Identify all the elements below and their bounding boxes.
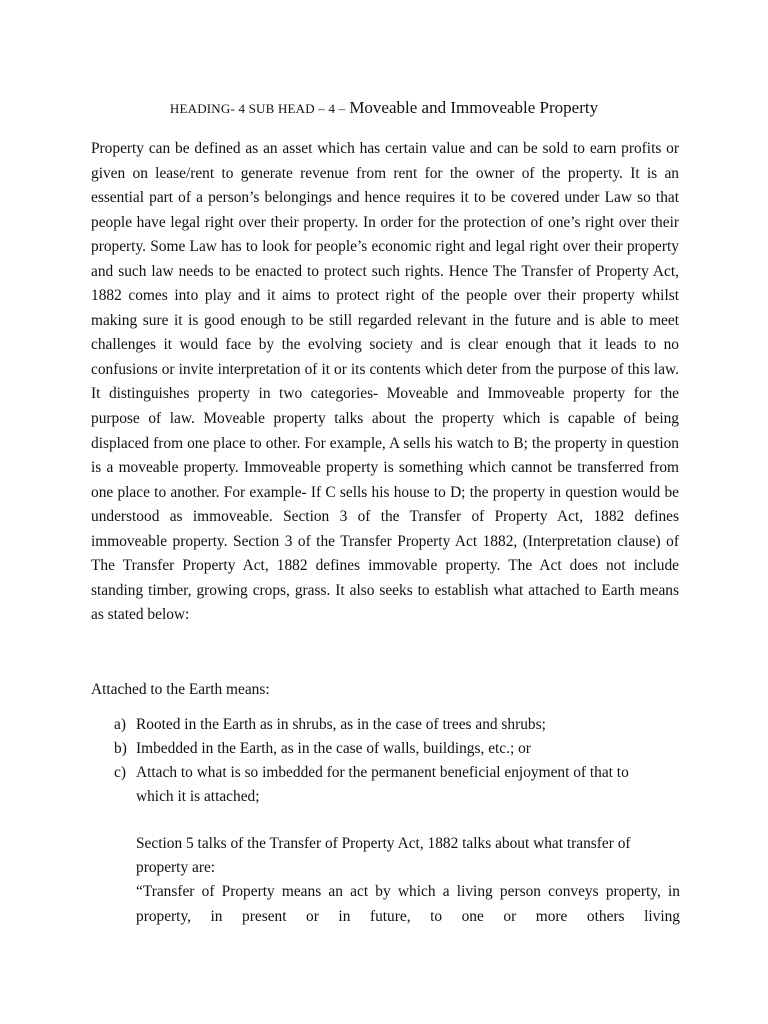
transfer-of-property-quote: “Transfer of Property means an act by which a living person conveys property, in property, in present or in future, to one or more others living bbox=[136, 883, 680, 925]
list-item bbox=[91, 761, 651, 809]
list-item-text: Attach to what is so imbedded for the permanent beneficial enjoyment of that to which it is attached; bbox=[136, 764, 629, 805]
attached-to-earth-heading: Attached to the Earth means: bbox=[91, 681, 270, 698]
section-5-intro: Section 5 talks of the Transfer of Property Act, 1882 talks about what transfer of property are: bbox=[136, 835, 631, 876]
heading-prefix: HEADING- 4 SUB HEAD – 4 – bbox=[169, 101, 346, 116]
list-item-text: Rooted in the Earth as in shrubs, as in the case of trees and shrubs; bbox=[136, 716, 546, 733]
list-item-text: Imbedded in the Earth, as in the case of walls, buildings, etc.; or bbox=[136, 740, 531, 757]
attached-to-earth-list bbox=[91, 713, 651, 809]
heading-title: Moveable and Immoveable Property bbox=[349, 98, 599, 117]
body-paragraph: Property can be defined as an asset which has certain value and can be sold to earn profits or given on lease/rent to generate revenue from rent for the owner of the property. It is an essential part of a person’s belongings and hence requires it to be covered under Law so that people have legal right over their property. In order for the protection of one’s right over their property. Some Law has to look for people’s economic right and legal right over their property and such law needs to be enacted to protect such rights. Hence The Transfer of Property Act, 1882 comes into play and it aims to protect right of the people over their property whilst making sure it is good enough to be still regarded relevant in the future and is able to meet challenges it would face by the evolving society and is clear enough that it leads to no confusions or invite interpretation of it or its contents which deter from the purpose of this law. It distinguishes property in two categories- Moveable and Immoveable property for the purpose of law. Moveable property talks about the property which is capable of being displaced from one place to other. For example, A sells his watch to B; the property in question is a moveable property. Immoveable property is something which cannot be transferred from one place to another. For example- If C sells his house to D; the property in question would be understood as immoveable. Section 3 of the Transfer of Property Act, 1882 defines immoveable property. Section 3 of the Transfer Property Act 1882, (Interpretation clause) of The Transfer Property Act, 1882 defines immovable property. The Act does not include standing timber, growing crops, grass. It also seeks to establish what attached to Earth means as stated below: bbox=[91, 140, 679, 624]
list-item bbox=[91, 713, 651, 737]
list-item bbox=[91, 737, 651, 761]
list-marker: b) bbox=[114, 740, 127, 757]
list-marker: a) bbox=[114, 716, 126, 733]
section-heading bbox=[0, 96, 768, 121]
list-marker: c) bbox=[114, 764, 126, 781]
